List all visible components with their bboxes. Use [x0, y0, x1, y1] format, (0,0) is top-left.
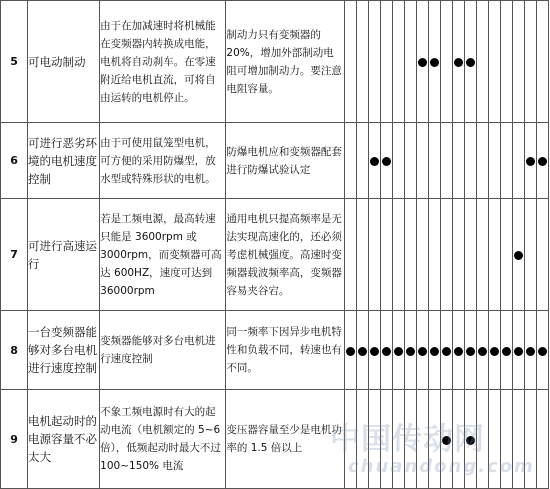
- description-cell: 由于在加减速时将机械能在变频器内转换成电能，电机将自动刹车。在零速附近给电机直流，可将自由运转的电机停止。: [100, 1, 226, 123]
- marker-cell: [476, 199, 488, 311]
- marker-cell: [344, 311, 356, 390]
- filled-dot-icon: [466, 347, 475, 356]
- filled-dot-icon: [370, 347, 379, 356]
- table-row: [1, 311, 549, 390]
- description-cell: 若是工频电源，最高转速只能是 3600rpm 或 3000rpm，而变频器可高达 600HZ，速度可达到 36000rpm: [100, 199, 226, 311]
- marker-cell: [512, 311, 524, 390]
- note-cell: 同一频率下因异步电机特性和负载不同，转速也有不同。: [226, 311, 344, 390]
- marker-cell: [536, 199, 548, 311]
- marker-cell: [392, 199, 404, 311]
- marker-cell: [452, 123, 464, 199]
- marker-cell: [404, 199, 416, 311]
- row-number: 6: [1, 123, 28, 199]
- filled-dot-icon: [526, 347, 535, 356]
- row-number: 7: [1, 199, 28, 311]
- marker-cell: [440, 311, 452, 390]
- marker-cell: [452, 1, 464, 123]
- marker-cell: [512, 123, 524, 199]
- marker-cell: [488, 123, 500, 199]
- marker-cell: [368, 199, 380, 311]
- table-row: [1, 1, 549, 123]
- note-cell: 通用电机只提高频率是无法实现高速化的，还必须考虑机械强度。高速时变频器载波频率高，变频器容易夹谷宕。: [226, 199, 344, 311]
- marker-cell: [356, 199, 368, 311]
- marker-cell: [440, 1, 452, 123]
- note-cell: 防爆电机应和变频器配套进行防爆试验认定: [226, 123, 344, 199]
- marker-cell: [368, 1, 380, 123]
- marker-cell: [512, 1, 524, 123]
- marker-cell: [428, 311, 440, 390]
- marker-cell: [392, 311, 404, 390]
- marker-cell: [488, 199, 500, 311]
- marker-cell: [464, 199, 476, 311]
- filled-dot-icon: [394, 347, 403, 356]
- marker-cell: [524, 199, 536, 311]
- marker-cell: [524, 311, 536, 390]
- marker-cell: [500, 311, 512, 390]
- marker-cell: [416, 311, 428, 390]
- filled-dot-icon: [514, 347, 523, 356]
- marker-cell: [476, 1, 488, 123]
- table-row: [1, 199, 549, 311]
- marker-cell: [488, 1, 500, 123]
- feature-cell: 一台变频器能够对多台电机进行速度控制: [28, 311, 100, 390]
- marker-cell: [536, 390, 548, 489]
- marker-cell: [380, 1, 392, 123]
- row-number: 9: [1, 390, 28, 489]
- filled-dot-icon: [466, 58, 475, 67]
- marker-cell: [500, 123, 512, 199]
- marker-cell: [500, 199, 512, 311]
- marker-cell: [368, 123, 380, 199]
- note-cell: 制动力只有变频器的20%，增加外部制动电阻可增加制动力。要注意电阻容量。: [226, 1, 344, 123]
- filled-dot-icon: [382, 347, 391, 356]
- marker-cell: [416, 199, 428, 311]
- marker-cell: [404, 311, 416, 390]
- marker-cell: [440, 199, 452, 311]
- filled-dot-icon: [538, 347, 547, 356]
- marker-cell: [452, 311, 464, 390]
- marker-cell: [512, 199, 524, 311]
- marker-cell: [344, 123, 356, 199]
- feature-cell: 电机起动时的电源容量不必太大: [28, 390, 100, 489]
- marker-cell: [464, 123, 476, 199]
- description-cell: 变频器能够对多台电机进行速度控制: [100, 311, 226, 390]
- note-cell: 变压器容量至少是电机功率的 1.5 倍以上: [226, 390, 344, 489]
- row-number: 5: [1, 1, 28, 123]
- filled-dot-icon: [502, 347, 511, 356]
- filled-dot-icon: [442, 347, 451, 356]
- marker-cell: [380, 199, 392, 311]
- marker-cell: [404, 123, 416, 199]
- marker-cell: [404, 1, 416, 123]
- marker-cell: [536, 123, 548, 199]
- marker-cell: [488, 311, 500, 390]
- marker-cell: [344, 199, 356, 311]
- marker-cell: [356, 1, 368, 123]
- feature-cell: 可电动制动: [28, 1, 100, 123]
- marker-cell: [428, 1, 440, 123]
- marker-cell: [392, 123, 404, 199]
- filled-dot-icon: [418, 347, 427, 356]
- marker-cell: [380, 311, 392, 390]
- filled-dot-icon: [430, 58, 439, 67]
- row-number: 8: [1, 311, 28, 390]
- filled-dot-icon: [454, 347, 463, 356]
- marker-cell: [500, 1, 512, 123]
- filled-dot-icon: [538, 157, 547, 166]
- marker-cell: [344, 1, 356, 123]
- watermark-url: chuandong.com: [348, 456, 535, 477]
- filled-dot-icon: [514, 251, 523, 260]
- marker-cell: [536, 1, 548, 123]
- marker-cell: [524, 1, 536, 123]
- marker-cell: [368, 311, 380, 390]
- filled-dot-icon: [406, 347, 415, 356]
- table-row: [1, 123, 549, 199]
- marker-cell: [356, 311, 368, 390]
- description-cell: 不象工频电源时有大的起动电流（电机额定的 5~6 倍），低频起动时最大不过 100~150% 电流: [100, 390, 226, 489]
- filled-dot-icon: [418, 58, 427, 67]
- marker-cell: [476, 123, 488, 199]
- marker-cell: [452, 199, 464, 311]
- marker-cell: [464, 1, 476, 123]
- marker-cell: [392, 1, 404, 123]
- table-body: [1, 1, 549, 489]
- filled-dot-icon: [490, 347, 499, 356]
- marker-cell: [440, 123, 452, 199]
- marker-cell: [416, 1, 428, 123]
- marker-cell: [464, 311, 476, 390]
- marker-cell: [416, 123, 428, 199]
- watermark-logo: 中国传动网: [330, 422, 485, 457]
- filled-dot-icon: [454, 58, 463, 67]
- filled-dot-icon: [358, 347, 367, 356]
- marker-cell: [428, 199, 440, 311]
- marker-cell: [380, 123, 392, 199]
- feature-cell: 可进行恶劣环境的电机速度控制: [28, 123, 100, 199]
- filled-dot-icon: [526, 157, 535, 166]
- description-cell: 由于可使用鼠笼型电机，可方便的采用防爆型，放水型或特殊形状的电机。: [100, 123, 226, 199]
- filled-dot-icon: [430, 347, 439, 356]
- filled-dot-icon: [370, 157, 379, 166]
- filled-dot-icon: [478, 347, 487, 356]
- marker-cell: [476, 311, 488, 390]
- marker-cell: [536, 311, 548, 390]
- marker-cell: [356, 123, 368, 199]
- marker-cell: [428, 123, 440, 199]
- feature-cell: 可进行高速运行: [28, 199, 100, 311]
- filled-dot-icon: [382, 157, 391, 166]
- filled-dot-icon: [346, 347, 355, 356]
- marker-cell: [524, 123, 536, 199]
